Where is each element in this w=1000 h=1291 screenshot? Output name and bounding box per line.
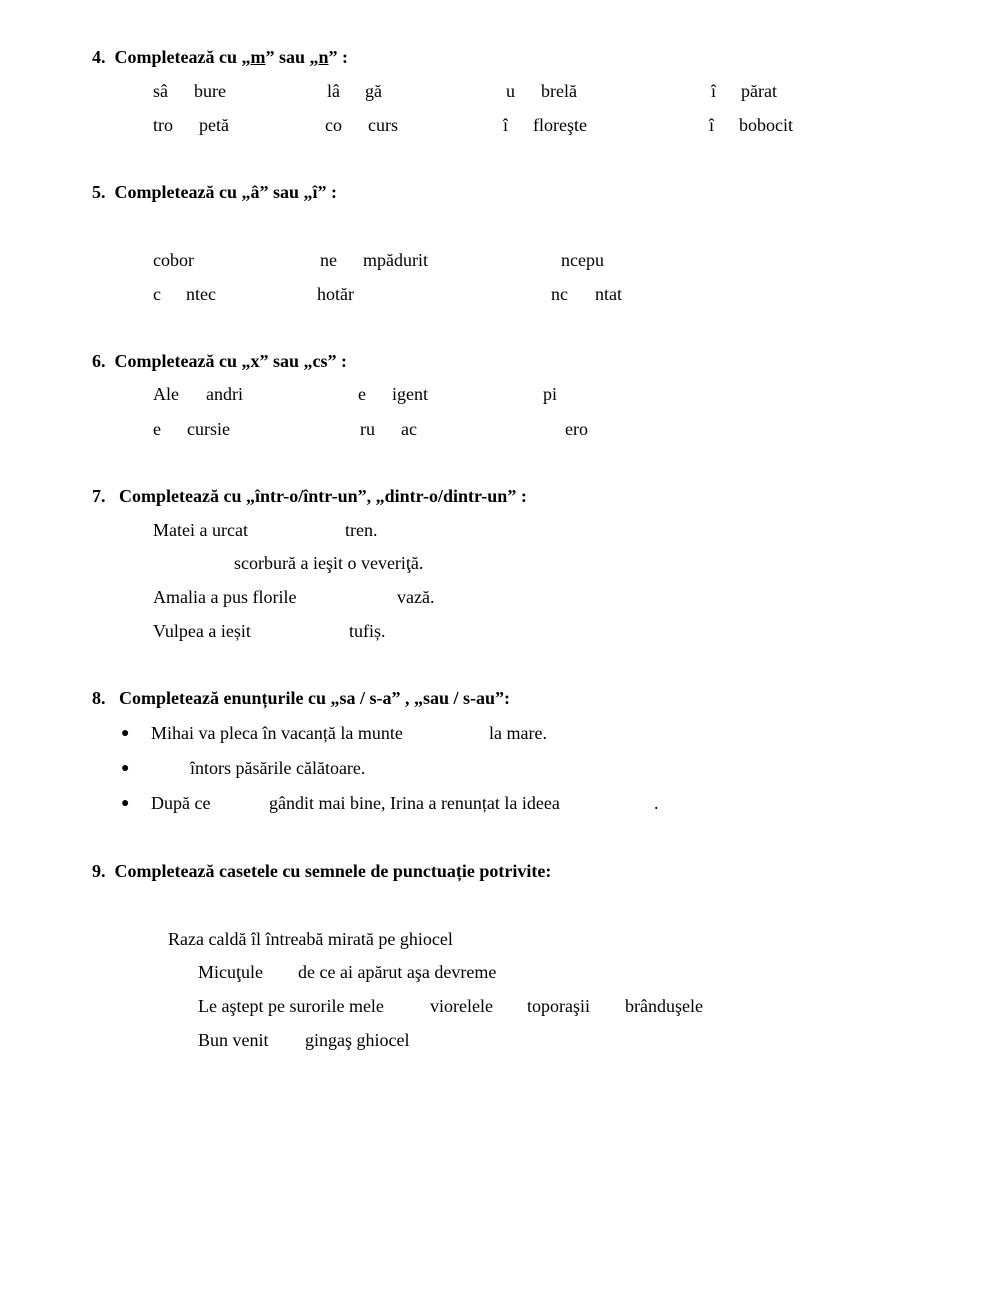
ex4-word-fragment: î (709, 115, 715, 135)
ex5-title: Completează cu „â” sau „î” : (114, 182, 337, 202)
bullet-icon: ● (121, 796, 130, 811)
ex4-word-fragment: bure (194, 81, 226, 101)
bullet-icon: ● (121, 726, 130, 741)
ex9-heading (92, 862, 551, 880)
ex6-title: Completează cu „x” sau „cs” : (114, 351, 347, 371)
ex4-word-fragment: î (711, 81, 717, 101)
ex7-sentence-part: vază. (397, 587, 435, 607)
ex4-heading (92, 48, 348, 66)
ex4-word-fragment: sâ (153, 81, 168, 101)
ex7-number: 7. (92, 486, 106, 506)
ex7-sentence-part: Amalia a pus florile (153, 587, 297, 607)
ex5-word-fragment: ntec (186, 284, 216, 304)
ex4-word-fragment: u (506, 81, 515, 101)
ex9-text-part: de ce ai apărut aşa devreme (298, 962, 497, 982)
ex8-sentence-part: întors păsările călătoare. (190, 758, 366, 778)
ex7-sentence-part: Matei a urcat (153, 520, 248, 540)
ex4-word-fragment: petă (199, 115, 229, 135)
ex6-heading (92, 352, 347, 370)
ex5-word-fragment: cobor (153, 250, 194, 270)
ex4-number: 4. (92, 47, 106, 67)
ex9-title: Completează casetele cu semnele de punctuație potrivite: (114, 861, 552, 881)
ex5-word-fragment: nc (551, 284, 568, 304)
ex4-letter-m: m (250, 47, 266, 67)
ex8-number: 8. (92, 688, 106, 708)
ex6-word-fragment: Ale (153, 384, 179, 404)
ex9-text-part: Bun venit (198, 1030, 269, 1050)
ex8-sentence-part: . (654, 793, 659, 813)
ex4-word-fragment: î (503, 115, 509, 135)
ex7-title: Completează cu „într-o/într-un”, „dintr-o/dintr-un” : (119, 486, 527, 506)
ex9-text-part: viorelele (430, 996, 493, 1016)
ex8-sentence-part: la mare. (489, 723, 547, 743)
ex9-number: 9. (92, 861, 106, 881)
ex4-letter-n: n (318, 47, 329, 67)
ex9-text-part: Le aştept pe surorile mele (198, 996, 384, 1016)
ex6-word-fragment: e (153, 419, 161, 439)
ex4-title-mid: ” sau „ (265, 47, 319, 67)
ex6-word-fragment: cursie (187, 419, 230, 439)
ex6-word-fragment: ero (565, 419, 588, 439)
ex4-word-fragment: curs (368, 115, 398, 135)
ex5-number: 5. (92, 182, 106, 202)
ex9-text-part: gingaş ghiocel (305, 1030, 410, 1050)
ex4-word-fragment: bobocit (739, 115, 793, 135)
ex7-sentence-part: scorbură a ieşit o veveriţă. (234, 553, 424, 573)
ex6-word-fragment: ac (401, 419, 417, 439)
ex6-word-fragment: pi (543, 384, 558, 404)
ex6-word-fragment: andri (206, 384, 243, 404)
ex8-sentence-part: Mihai va pleca în vacanță la munte (151, 723, 403, 743)
ex7-sentence-part: Vulpea a ieșit (153, 621, 251, 641)
ex4-word-fragment: brelă (541, 81, 577, 101)
ex4-word-fragment: co (325, 115, 342, 135)
ex7-heading (92, 487, 527, 505)
ex5-word-fragment: c (153, 284, 161, 304)
ex9-text-part: brânduşele (625, 996, 703, 1016)
ex4-title-pre: Completează cu „ (114, 47, 251, 67)
ex4-title-post: ” : (328, 47, 348, 67)
ex5-word-fragment: hotăr (317, 284, 354, 304)
ex6-word-fragment: igent (392, 384, 428, 404)
ex4-word-fragment: tro (153, 115, 173, 135)
ex9-text-part: Micuţule (198, 962, 263, 982)
ex8-title: Completează enunțurile cu „sa / s-a” , „sau / s-au”: (119, 688, 510, 708)
ex5-word-fragment: mpădurit (363, 250, 428, 270)
ex5-word-fragment: ncepu (561, 250, 604, 270)
ex7-sentence-part: tufiș. (349, 621, 386, 641)
ex6-number: 6. (92, 351, 106, 371)
ex8-sentence-part: După ce (151, 793, 211, 813)
ex5-heading (92, 183, 337, 201)
ex5-word-fragment: ntat (595, 284, 622, 304)
ex4-word-fragment: gă (365, 81, 382, 101)
ex4-word-fragment: floreşte (533, 115, 587, 135)
ex7-sentence-part: tren. (345, 520, 378, 540)
ex5-word-fragment: ne (320, 250, 337, 270)
ex4-word-fragment: părat (741, 81, 777, 101)
ex9-text-part: toporaşii (527, 996, 590, 1016)
ex6-word-fragment: e (358, 384, 366, 404)
ex4-word-fragment: lâ (327, 81, 340, 101)
ex9-text-part: Raza caldă îl întreabă mirată pe ghiocel (168, 929, 453, 949)
bullet-icon: ● (121, 761, 130, 776)
ex8-heading (92, 689, 510, 707)
ex6-word-fragment: ru (360, 419, 375, 439)
ex8-sentence-part: gândit mai bine, Irina a renunțat la ideea (269, 793, 560, 813)
